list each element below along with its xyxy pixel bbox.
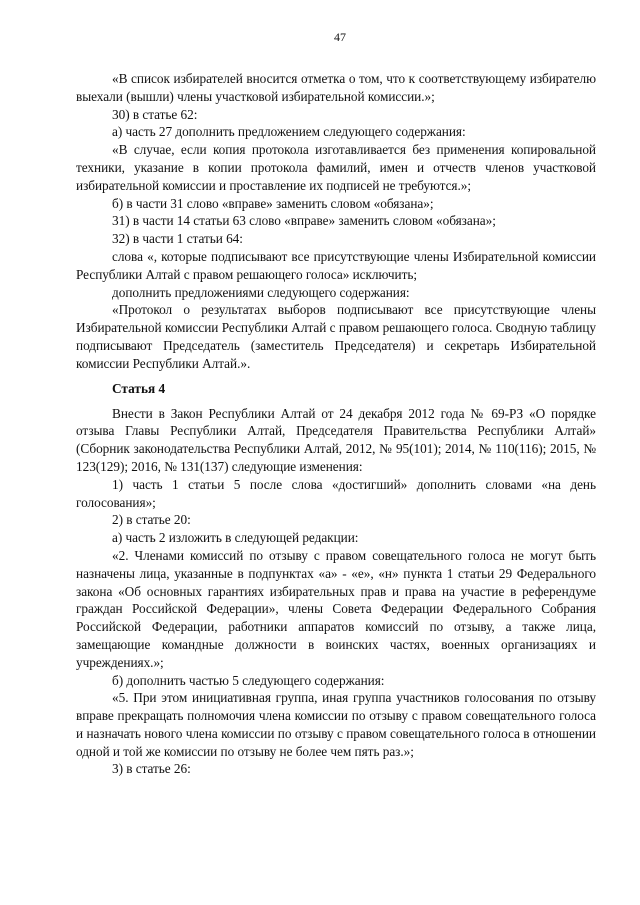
paragraph: «2. Членами комиссий по отзыву с правом совещательного голоса не могут быть назначены лица, указанные в подпунктах «а» - «е», «н» пункта 1 статьи 29 Федерального закона «Об основных гарантиях избирательных прав и права на участие в референдуме граждан Российской Федерации», члены Совета Федерации Федерального Собрания Российской Федерации, работники аппаратов комиссий по отзыву, а также лица, замещающие командные должности в воинских частях, военных организациях и учреждениях.»; [76,547,596,670]
paragraph: слова «, которые подписывают все присутствующие члены Избирательной комиссии Республики Алтай с правом решающего голоса» исключить; [76,248,596,282]
paragraph: 3) в статье 26: [112,761,191,777]
paragraph: «В случае, если копия протокола изготавливается без применения копировальной техники, указание в копии протокола фамилий, имен и отчеств членов участковой избирательной комиссии и проставление их подписей не требуются.»; [76,142,596,193]
paragraph: 2) в статье 20: [112,512,191,528]
document-page [76,30,596,778]
paragraph: а) часть 27 дополнить предложением следующего содержания: [112,124,466,140]
paragraph: «5. При этом инициативная группа, иная группа участников голосования по отзыву вправе прекращать полномочия члена комиссии по отзыву с правом совещательного голоса и назначать нового члена комиссии по отзыву с правом совещательного голоса в отношении одной и той же комиссии по отзыву не более чем пять раз.»; [76,690,596,759]
paragraph: Внести в Закон Республики Алтай от 24 декабря 2012 года № 69-РЗ «О порядке отзыва Главы Республики Алтай, Председателя Правительства Республики Алтай» (Сборник законодательства Республики Алтай, 2012, № 95(101); 2014, № 110(116); 2015, № 123(129); 2016, № 131(137) следующие изменения: [76,405,596,474]
paragraph: 32) в части 1 статьи 64: [112,231,243,247]
article-heading: Статья 4 [112,380,166,396]
paragraph: «Протокол о результатах выборов подписывают все присутствующие члены Избирательной комиссии Республики Алтай с правом решающего голоса. Сводную таблицу подписывают Председатель (заместитель Председателя) и секретарь Избирательной комиссии Республики Алтай.». [76,302,596,371]
paragraph: 1) часть 1 статьи 5 после слова «достигший» дополнить словами «на день голосования»; [76,476,596,510]
paragraph: «В список избирателей вносится отметка о том, что к соответствующему избирателю выехали (вышли) члены участковой избирательной комиссии.»; [76,71,596,104]
paragraph: б) в части 31 слово «вправе» заменить словом «обязана»; [112,195,434,211]
paragraph: 30) в статье 62: [112,106,198,122]
page-number: 47 [334,30,346,44]
paragraph: 31) в части 14 статьи 63 слово «вправе» заменить словом «обязана»; [112,213,496,229]
paragraph: а) часть 2 изложить в следующей редакции: [112,530,359,546]
paragraph: б) дополнить частью 5 следующего содержания: [112,672,385,688]
paragraph: дополнить предложениями следующего содержания: [112,284,410,300]
